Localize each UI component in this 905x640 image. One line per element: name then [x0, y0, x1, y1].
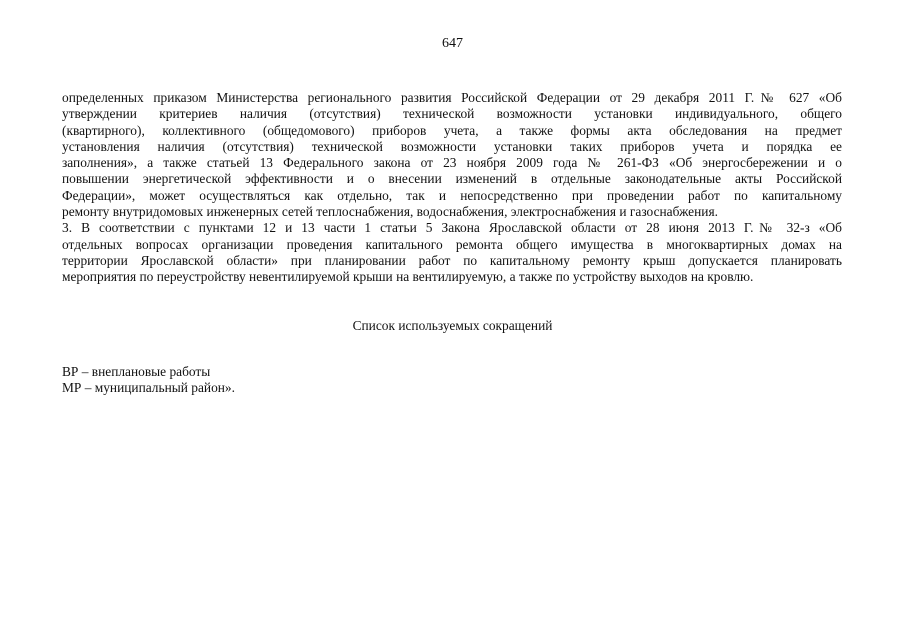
text-line: мероприятия по переустройству невентилируемой крыши на вентилируемую, а также по устройству выходов на кровлю.	[62, 269, 754, 285]
text-line: утверждении критериев наличия (отсутствия) технической возможности установки индивидуального, общего	[62, 106, 842, 122]
body-text	[62, 90, 842, 286]
text-line: повышении энергетической эффективности и о внесении изменений в отдельные законодательные акты Российской	[62, 171, 842, 187]
text-line: определенных приказом Министерства регионального развития Российской Федерации от 29 декабря 2011 Г.№ 627 «Об	[62, 90, 842, 105]
text-line: Федерации», может осуществляться как отдельно, так и непосредственно при проведении работ по капитальному	[62, 187, 842, 203]
text-line: заполнения», а также статьей 13 Федерального закона от 23 ноября 2009 года № 261-ФЗ «Об энергосбережении и о	[62, 155, 842, 171]
abbreviations-list	[62, 364, 462, 397]
text-line: отдельных вопросах организации проведения капитального ремонта общего имущества в многоквартирных домах на	[62, 236, 842, 252]
abbreviations-heading: Список используемых сокращений	[352, 318, 553, 333]
text-line: установления наличия (отсутствия) технической возможности установки таких приборов учета и порядка ее	[62, 138, 842, 154]
text-line: (квартирного), коллективного (общедомового) приборов учета, а также формы акта обследования на предмет	[62, 122, 842, 138]
text-line: 3. В соответствии с пунктами 12 и 13 части 1 статьи 5 Закона Ярославской области от 28 июня 2013 Г.№ 32-з «Об	[62, 220, 842, 236]
abbreviation-item: ВР – внеплановые работы	[62, 364, 211, 379]
page-number: 647	[442, 36, 463, 51]
text-line: ремонту внутридомовых инженерных сетей теплоснабжения, водоснабжения, электроснабжения и газоснабжения.	[62, 204, 718, 220]
abbreviation-item: МР – муниципальный район».	[62, 380, 235, 396]
text-line: территории Ярославской области» при планировании работ по капитальному ремонту крыш допускается планировать	[62, 252, 842, 268]
